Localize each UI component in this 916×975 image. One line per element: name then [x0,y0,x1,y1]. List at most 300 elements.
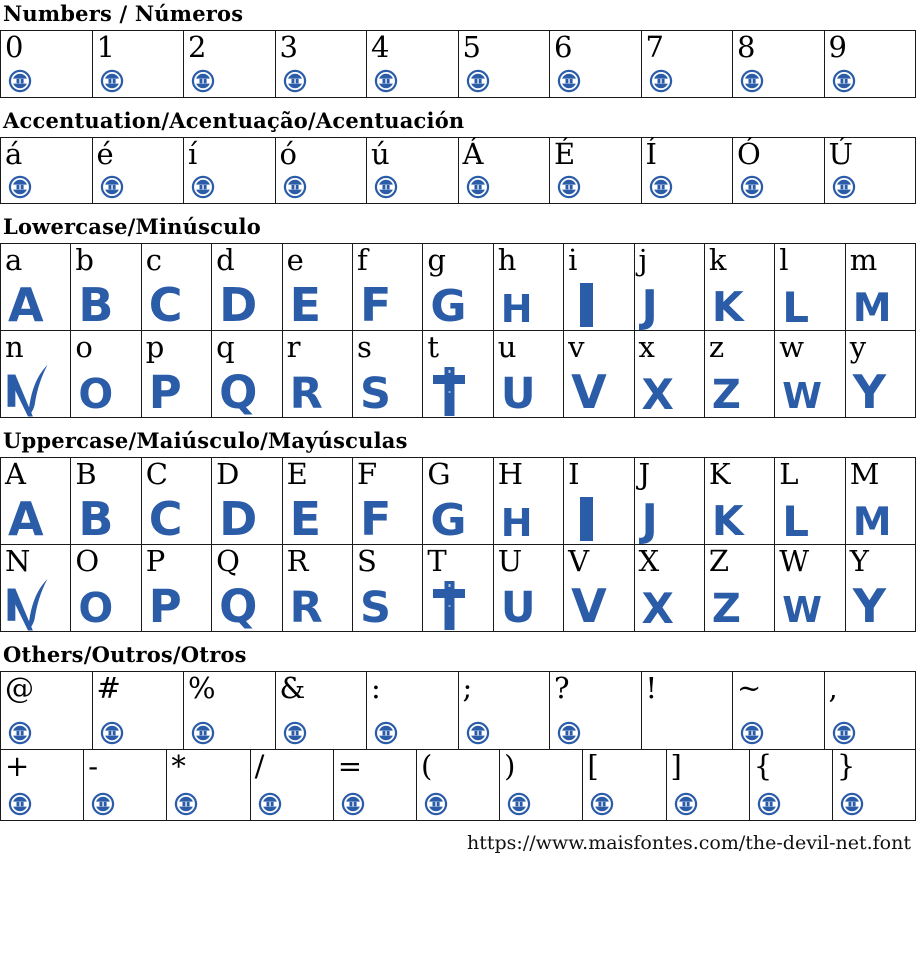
notdef-circle-logo-icon [100,69,124,93]
glyph-cell [423,545,493,631]
letter-glyph: M [852,500,892,546]
cell-character: 8 [737,30,756,64]
glyph-row [1,544,915,634]
glyph-cell [564,458,634,544]
cell-character: S [356,544,377,578]
cell-character: á [5,137,23,171]
cell-character: ( [420,749,433,783]
glyph-cell [1,672,93,749]
cell-character: v [568,330,585,364]
cell-character: m [849,243,878,277]
glyph-cell [142,330,212,420]
glyph-cell [635,331,705,417]
cell-character: , [828,671,838,705]
cell-character: R [286,544,309,578]
letter-glyph: A [8,278,44,333]
notdef-circle-logo-icon [174,792,198,816]
cell-character: } [836,749,856,783]
glyph-cell [846,544,915,634]
glyph-row [1,672,915,749]
letter-glyph: Y [852,579,886,634]
cell-character: F [356,457,378,491]
glyph-cell [494,331,564,417]
notdef-circle-logo-icon [649,69,673,93]
glyph-cell [1,545,71,631]
section-title-others: Others/Outros/Otros [3,642,247,667]
cell-character: O [75,544,100,578]
notdef-circle-logo-icon [191,175,215,199]
cell-character: Á [462,137,484,171]
letter-glyph: L [782,496,810,546]
glyph-cell [212,330,282,420]
glyph-cell [184,672,276,749]
cell-character: B [75,457,97,491]
glyph-cell [283,331,353,417]
glyph-cell [353,457,423,547]
letter-glyph: Z [711,586,741,633]
cell-character: A [5,457,26,491]
notdef-circle-logo-icon [507,792,531,816]
glyph-cell [733,672,825,749]
notdef-circle-logo-icon [8,792,32,816]
vertical-bar-glyph [580,283,593,327]
glyph-cell [71,545,141,631]
latin-cross-glyph-icon [432,581,466,630]
letter-glyph: Z [711,372,741,419]
notdef-circle-logo-icon [283,69,307,93]
letter-glyph: V [571,365,607,420]
letter-glyph: B [78,278,114,333]
notdef-circle-logo-icon [191,69,215,93]
glyph-cell [93,672,185,749]
cell-character: 9 [828,30,847,64]
notdef-circle-logo-icon [832,175,856,199]
letter-glyph: G [430,280,467,332]
letter-glyph: J [641,494,658,546]
cell-character: X [638,544,660,578]
glyph-cell [846,458,915,544]
letter-glyph: U [500,582,536,633]
section-numbers [0,2,916,98]
cell-character: h [497,243,517,277]
notdef-circle-logo-icon [374,721,398,745]
letter-glyph: K [711,283,744,332]
cell-character: Z [708,544,730,578]
glyph-cell [733,138,825,203]
cell-character: Í [645,137,657,171]
notdef-circle-logo-icon [8,69,32,93]
glyph-row [1,31,915,97]
notdef-circle-logo-icon [840,792,864,816]
n-swash-glyph-icon [4,577,52,631]
cell-character: ú [371,137,390,171]
cell-character: P [145,544,166,578]
glyph-cell [367,672,459,749]
section-uppercase [0,429,916,632]
cell-character: J [638,457,651,491]
cell-character: u [497,330,517,364]
glyph-cell [71,331,141,417]
cell-character: / [254,749,265,783]
notdef-circle-logo-icon [466,721,490,745]
cell-character: H [497,457,524,491]
glyph-cell [212,544,282,634]
cell-character: M [849,457,880,491]
notdef-circle-logo-icon [283,721,307,745]
cell-character: ! [645,671,658,705]
notdef-circle-logo-icon [374,69,398,93]
vertical-bar-glyph [580,497,593,541]
cell-character: ? [554,671,570,705]
glyph-cell [353,331,423,417]
glyph-cell [283,545,353,631]
letter-glyph: S [359,368,391,419]
cell-character: 7 [645,30,664,64]
cell-character: g [427,243,446,277]
cell-character: í [188,137,198,171]
cell-character: @ [5,671,34,705]
cell-character: 6 [554,30,573,64]
glyph-row [1,749,915,820]
cell-character: d [216,243,235,277]
n-swash-glyph-icon [4,363,52,417]
letter-glyph: S [359,582,391,633]
glyph-cell [705,331,775,417]
notdef-circle-logo-icon [374,175,398,199]
glyph-cell [1,331,71,417]
cell-character: 2 [188,30,207,64]
glyph-cell [705,458,775,544]
letter-glyph: B [78,492,114,547]
glyph-cell [142,457,212,547]
cell-character: 0 [5,30,24,64]
glyph-cell [276,31,368,97]
letter-glyph: X [641,369,674,419]
letter-glyph: L [782,282,810,332]
numbers-grid [0,30,916,98]
cell-character: s [356,330,372,364]
glyph-cell [750,750,833,820]
glyph-cell [423,244,493,330]
notdef-circle-logo-icon [466,175,490,199]
glyph-cell [642,672,734,749]
cell-character: r [286,330,301,364]
glyph-cell [550,672,642,749]
notdef-circle-logo-icon [740,69,764,93]
glyph-cell [334,750,417,820]
glyph-cell [1,138,93,203]
glyph-cell [71,243,141,333]
notdef-circle-logo-icon [590,792,614,816]
glyph-cell [775,331,845,417]
cell-character: ; [462,671,473,705]
glyph-cell [825,31,916,97]
cell-character: 1 [96,30,115,64]
letter-glyph: A [8,492,44,547]
glyph-cell [564,244,634,330]
letter-glyph: W [782,590,823,632]
section-accentuation [0,109,916,204]
glyph-cell [494,244,564,330]
cell-character: - [88,749,98,783]
cell-character: k [708,243,727,277]
glyph-cell [825,138,916,203]
letter-glyph: M [852,286,892,332]
letter-glyph: D [219,492,258,547]
cell-character: i [568,243,578,277]
glyph-cell [1,31,93,97]
cell-character: C [145,457,168,491]
cell-character: E [286,457,308,491]
cell-character: t [427,330,439,364]
cell-character: c [145,243,163,277]
notdef-circle-logo-icon [740,175,764,199]
letter-glyph: K [711,497,744,546]
notdef-circle-logo-icon [832,69,856,93]
glyph-cell [251,750,334,820]
glyph-cell [550,138,642,203]
glyph-cell [642,138,734,203]
letter-glyph: E [289,278,321,333]
glyph-cell [635,244,705,330]
glyph-cell [184,138,276,203]
cell-character: { [753,749,773,783]
glyph-cell [775,545,845,631]
cell-character: é [96,137,114,171]
letter-glyph: F [359,492,392,547]
glyph-cell [417,750,500,820]
notdef-circle-logo-icon [557,69,581,93]
letter-glyph: U [500,368,536,419]
cell-character: K [708,457,731,491]
glyph-cell [833,750,915,820]
glyph-cell [353,545,423,631]
letter-glyph: X [641,583,674,633]
section-lowercase [0,215,916,418]
cell-character: w [779,330,805,364]
latin-cross-glyph-icon [432,367,466,416]
cell-character: p [145,330,165,364]
cell-character: É [554,137,576,171]
cell-character: = [337,749,363,783]
glyph-cell [93,31,185,97]
glyph-cell [212,243,282,333]
glyph-cell [846,330,915,420]
footer-url: https://www.maisfontes.com/the-devil-net.font [467,832,911,854]
letter-glyph: C [148,492,183,547]
cell-character: 3 [279,30,298,64]
cell-character: e [286,243,304,277]
notdef-circle-logo-icon [740,721,764,745]
notdef-circle-logo-icon [283,175,307,199]
glyph-cell [459,31,551,97]
letter-glyph: P [148,366,182,420]
cell-character: l [779,243,789,277]
glyph-cell [775,244,845,330]
glyph-cell [846,244,915,330]
notdef-circle-logo-icon [674,792,698,816]
cell-character: z [708,330,725,364]
glyph-cell [423,331,493,417]
glyph-cell [1,750,84,820]
glyph-cell [71,457,141,547]
notdef-circle-logo-icon [466,69,490,93]
section-title-numbers: Numbers / Números [3,1,244,26]
cell-character: G [427,457,451,491]
cell-character: 5 [462,30,481,64]
others-grid [0,671,916,821]
notdef-circle-logo-icon [757,792,781,816]
cell-character: b [75,243,94,277]
glyph-cell [283,243,353,333]
glyph-cell [667,750,750,820]
cell-character: q [216,330,235,364]
glyph-cell [459,672,551,749]
glyph-row [1,457,915,547]
cell-character: ] [670,749,682,783]
letter-glyph: C [148,278,183,333]
glyph-cell [283,457,353,547]
letter-glyph: H [500,286,533,331]
glyph-cell [635,545,705,631]
glyph-cell [1,243,71,333]
letter-glyph: O [78,370,114,419]
cell-character: ) [504,749,516,783]
cell-character: V [568,544,590,578]
cell-character: Y [849,544,869,578]
cell-character: Ú [828,137,853,171]
cell-character: I [568,457,580,491]
notdef-circle-logo-icon [8,721,32,745]
section-title-uppercase: Uppercase/Maiúsculo/Mayúsculas [3,428,408,453]
notdef-circle-logo-icon [557,175,581,199]
glyph-cell [775,458,845,544]
glyph-cell [423,458,493,544]
cell-character: y [849,330,867,364]
notdef-circle-logo-icon [8,175,32,199]
cell-character: * [171,749,186,783]
letter-glyph: P [148,580,182,634]
cell-character: 4 [371,30,390,64]
cell-character: D [216,457,240,491]
section-title-accentuation: Accentuation/Acentuação/Acentuación [3,108,465,133]
glyph-cell [705,545,775,631]
glyph-cell [825,672,916,749]
glyph-row [1,138,915,203]
cell-character: o [75,330,93,364]
glyph-cell [142,243,212,333]
glyph-cell [733,31,825,97]
cell-character: + [5,749,30,783]
letter-glyph: G [430,494,467,546]
glyph-row [1,243,915,333]
glyph-row [1,330,915,420]
glyph-cell [142,544,212,634]
glyph-cell [564,544,634,634]
glyph-cell [459,138,551,203]
cell-character: Q [216,544,240,578]
cell-character: x [638,330,655,364]
uppercase-grid [0,457,916,632]
letter-glyph: E [289,492,321,547]
cell-character: [ [587,749,599,783]
cell-character: N [5,544,31,578]
glyph-cell [353,243,423,333]
section-title-lowercase: Lowercase/Minúsculo [3,214,261,239]
glyph-cell [550,31,642,97]
cell-character: % [188,671,216,705]
glyph-cell [1,457,71,547]
notdef-circle-logo-icon [832,721,856,745]
glyph-cell [212,457,282,547]
cell-character: L [779,457,799,491]
notdef-circle-logo-icon [191,721,215,745]
cell-character: n [5,330,24,364]
notdef-circle-logo-icon [424,792,448,816]
cell-character: f [356,243,368,277]
glyph-cell [564,330,634,420]
glyph-cell [84,750,167,820]
cell-character: # [96,671,121,705]
notdef-circle-logo-icon [557,721,581,745]
letter-glyph: W [782,376,823,418]
accentuation-grid [0,137,916,204]
cell-character: j [638,243,648,277]
glyph-cell [167,750,250,820]
glyph-cell [93,138,185,203]
notdef-circle-logo-icon [649,175,673,199]
glyph-cell [635,458,705,544]
glyph-cell [494,545,564,631]
cell-character: T [427,544,447,578]
letter-glyph: O [78,584,114,633]
glyph-cell [583,750,666,820]
letter-glyph: F [359,278,392,333]
glyph-cell [276,672,368,749]
notdef-circle-logo-icon [100,175,124,199]
cell-character: : [371,671,381,705]
letter-glyph: H [500,500,533,545]
letter-glyph: D [219,278,258,333]
glyph-cell [367,138,459,203]
letter-glyph: V [571,579,607,634]
letter-glyph: Q [219,366,258,420]
letter-glyph: R [289,582,323,633]
cell-character: Ó [737,137,761,171]
cell-character: U [497,544,523,578]
letter-glyph: Q [219,580,258,634]
glyph-cell [276,138,368,203]
notdef-circle-logo-icon [100,721,124,745]
notdef-circle-logo-icon [341,792,365,816]
lowercase-grid [0,243,916,418]
section-others [0,643,916,821]
glyph-cell [705,244,775,330]
cell-character: W [779,544,810,578]
letter-glyph: Y [852,365,886,420]
cell-character: ó [279,137,297,171]
cell-character: & [279,671,306,705]
glyph-cell [367,31,459,97]
glyph-cell [642,31,734,97]
letter-glyph: R [289,368,323,419]
cell-character: ~ [737,671,762,705]
notdef-circle-logo-icon [91,792,115,816]
letter-glyph: J [641,280,658,332]
notdef-circle-logo-icon [258,792,282,816]
glyph-cell [184,31,276,97]
glyph-cell [494,458,564,544]
